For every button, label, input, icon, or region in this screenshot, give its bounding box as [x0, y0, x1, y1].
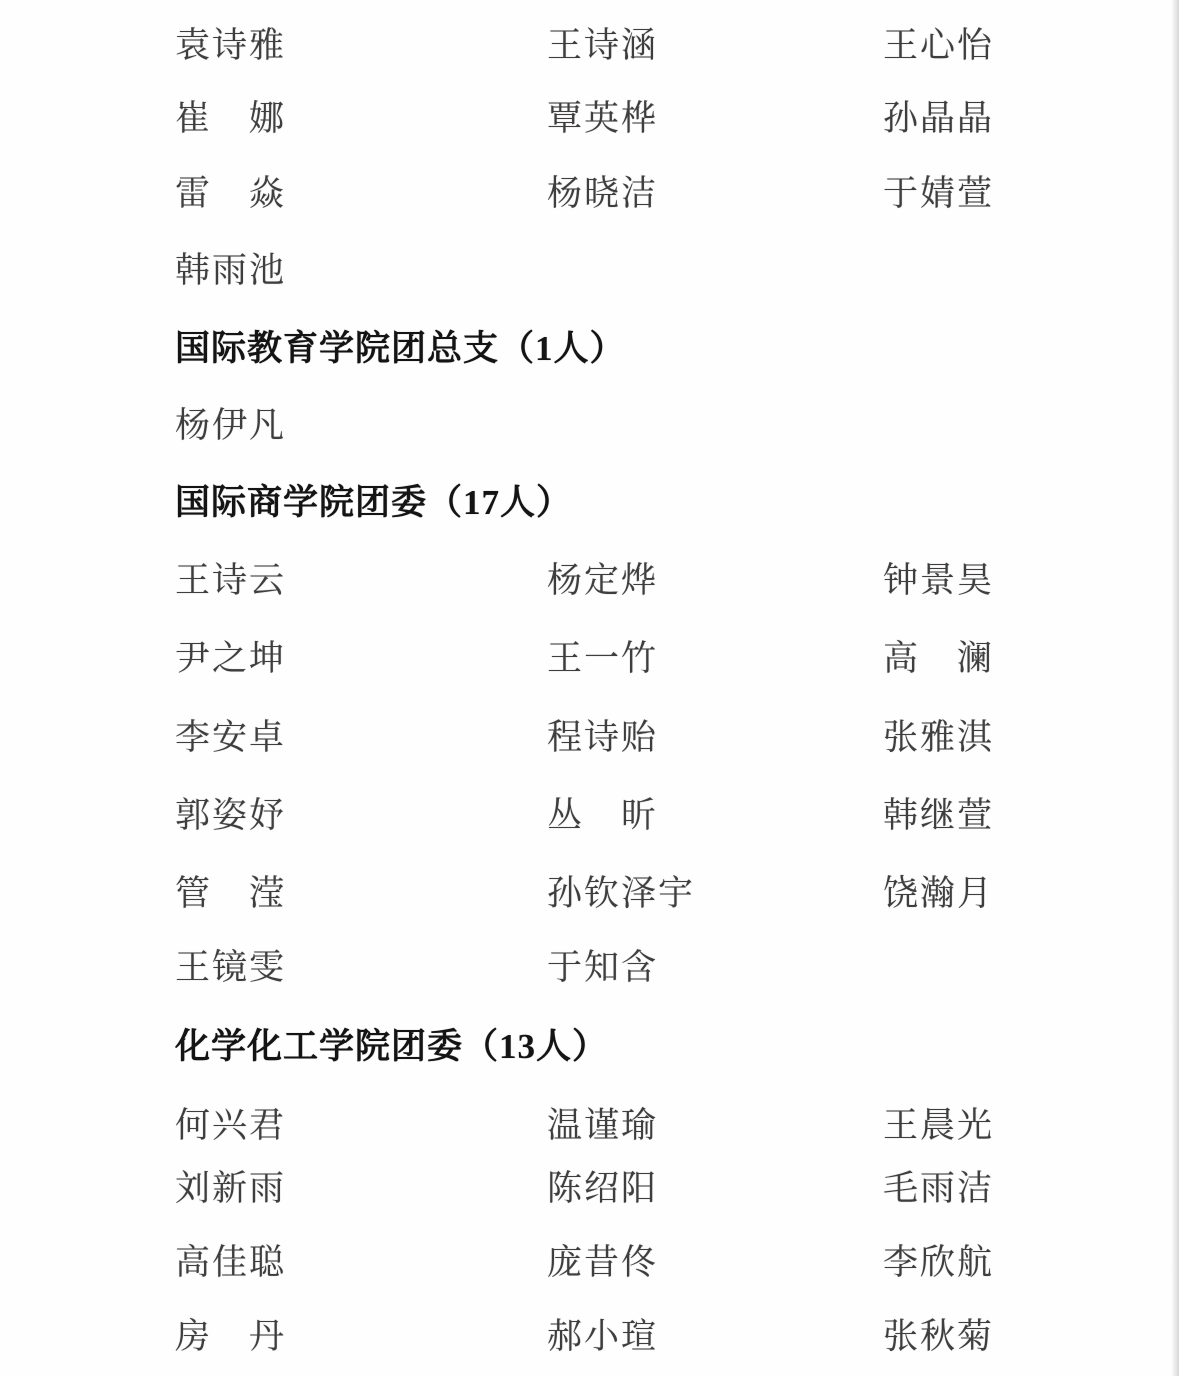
name-cell: 韩继萱: [883, 796, 995, 835]
name-cell: 李欣航: [883, 1243, 995, 1282]
name-cell: 毛雨洁: [883, 1169, 995, 1208]
name-cell: 陈绍阳: [547, 1169, 659, 1208]
name-cell: 郭姿妤: [175, 796, 287, 835]
name-cell: 雷 焱: [175, 174, 287, 213]
name-cell: 张秋菊: [883, 1317, 995, 1356]
name-cell: 高佳聪: [175, 1243, 287, 1282]
name-row: [0, 27, 1179, 65]
name-row: [0, 949, 1179, 987]
section-heading-row: [0, 484, 1179, 522]
name-row: [0, 407, 1179, 445]
name-cell: 杨晓洁: [547, 174, 659, 213]
name-cell: 王诗涵: [547, 26, 659, 65]
name-cell: 李安卓: [175, 718, 287, 757]
section-heading-row: [0, 330, 1179, 368]
section-heading: 国际教育学院团总支（1人）: [175, 329, 626, 368]
name-cell: 王镜雯: [175, 948, 287, 987]
name-row: [0, 175, 1179, 213]
name-row: [0, 562, 1179, 600]
name-cell: 杨定烨: [547, 561, 659, 600]
section-heading: 化学化工学院团委（13人）: [175, 1027, 609, 1066]
name-cell: 房 丹: [175, 1317, 287, 1356]
name-cell: 王诗云: [175, 561, 287, 600]
name-row: [0, 1244, 1179, 1282]
name-cell: 尹之坤: [175, 639, 287, 678]
name-cell: 崔 娜: [175, 99, 287, 138]
name-row: [0, 719, 1179, 757]
name-cell: 何兴君: [175, 1106, 287, 1145]
name-row: [0, 1318, 1179, 1356]
name-cell: 王心怡: [883, 26, 995, 65]
section-heading-row: [0, 1028, 1179, 1066]
name-cell: 于知含: [547, 948, 659, 987]
name-row: [0, 875, 1179, 913]
name-cell: 张雅淇: [883, 718, 995, 757]
name-cell: 管 滢: [175, 874, 287, 913]
name-cell: 郝小瑄: [547, 1317, 659, 1356]
name-cell: 刘新雨: [175, 1169, 287, 1208]
name-cell: 覃英桦: [547, 99, 659, 138]
name-cell: 高 澜: [883, 639, 995, 678]
name-row: [0, 252, 1179, 290]
name-cell: 王晨光: [883, 1106, 995, 1145]
name-cell: 温谨瑜: [547, 1106, 659, 1145]
name-cell: 孙晶晶: [883, 99, 995, 138]
name-cell: 丛 昕: [547, 796, 659, 835]
name-cell: 程诗贻: [547, 718, 659, 757]
name-row: [0, 797, 1179, 835]
name-row: [0, 100, 1179, 138]
name-row: [0, 1107, 1179, 1145]
name-row: [0, 1170, 1179, 1208]
name-cell: 庞昔佟: [547, 1243, 659, 1282]
name-cell: 于婧萱: [883, 174, 995, 213]
section-heading: 国际商学院团委（17人）: [175, 483, 573, 522]
name-cell: 韩雨池: [175, 251, 287, 290]
name-cell: 孙钦泽宇: [547, 874, 696, 913]
name-row: [0, 640, 1179, 678]
name-cell: 饶瀚月: [883, 874, 995, 913]
name-cell: 袁诗雅: [175, 26, 287, 65]
scan-edge-shadow: [1171, 0, 1179, 1376]
name-cell: 王一竹: [547, 639, 659, 678]
name-cell: 杨伊凡: [175, 406, 287, 445]
name-cell: 钟景昊: [883, 561, 995, 600]
